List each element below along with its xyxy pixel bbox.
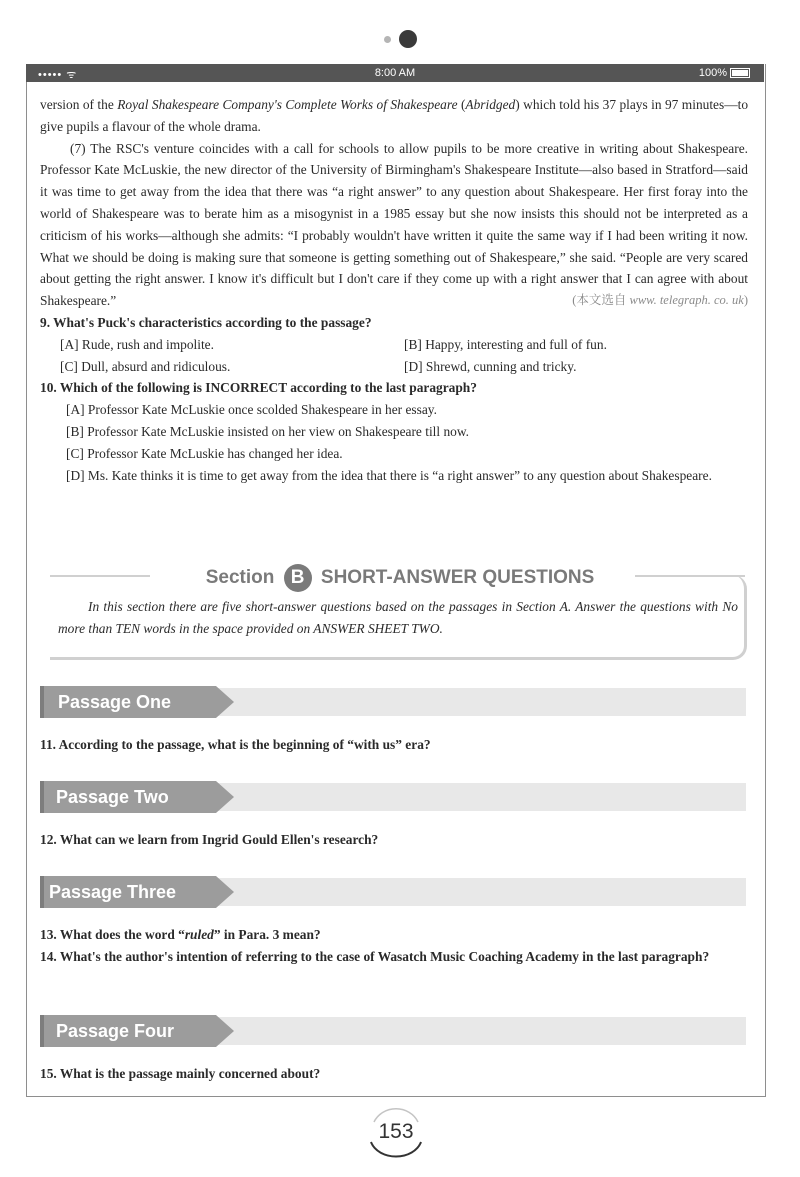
passage-label: Passage Three — [49, 882, 177, 902]
q9-options-row-1 — [40, 334, 748, 356]
question-14: 14. What's the author's intention of referring to the case of Wasatch Music Coaching Academy in the last paragraph? — [40, 949, 710, 964]
q9-option-a[interactable]: [A] Rude, rush and impolite. — [60, 336, 214, 352]
reading-passage — [40, 94, 748, 486]
banner-background — [200, 688, 746, 716]
question-10: 10. Which of the following is INCORRECT according to the last paragraph? — [40, 380, 477, 396]
q9-option-d[interactable]: [D] Shrewd, cunning and tricky. — [404, 358, 577, 374]
section-b-instructions: In this section there are five short-answer questions based on the passages in Section A. Answer the questions with No more than TEN words in the space provided on ANSWER SHEET TWO. — [58, 599, 738, 636]
passage-two-banner — [40, 779, 746, 813]
q10-option-c[interactable]: [C] Professor Kate McLuskie has changed her idea. — [66, 445, 343, 461]
battery-percent: 100% — [698, 67, 727, 79]
question-9: 9. What's Puck's characteristics according to the passage? — [40, 314, 372, 330]
battery-icon — [730, 68, 750, 78]
section-b-title: Section B SHORT-ANSWER QUESTIONS — [50, 564, 750, 592]
q10-option-d[interactable]: [D] Ms. Kate thinks it is time to get away from the idea that there is “a right answer” to any question about Shakespeare. — [66, 467, 712, 483]
passage-label: Passage Two — [56, 787, 169, 807]
passage-three-banner — [40, 874, 746, 908]
signal-indicator: ••••• ᯤ — [38, 69, 78, 81]
q10-option-a[interactable]: [A] Professor Kate McLuskie once scolded Shakespeare in her essay. — [66, 402, 437, 418]
section-b-header — [50, 560, 750, 660]
page-number: 153 — [368, 1108, 424, 1158]
passage-label: Passage Four — [56, 1021, 175, 1041]
q9-options-row-2 — [40, 356, 748, 378]
q9-option-c[interactable]: [C] Dull, absurd and ridiculous. — [60, 358, 231, 374]
q9-option-b[interactable]: [B] Happy, interesting and full of fun. — [404, 336, 607, 352]
passage-four-banner — [40, 1013, 746, 1047]
battery-status — [699, 67, 750, 79]
passage-one-banner — [40, 684, 746, 718]
paragraph-7: (7) The RSC's venture coincides with a call for schools to allow pupils to be more creative in writing about Shakespeare. Professor Kate McLuskie, the new director of the University of Birmingham's Shakespeare Institute—also based in Stratford—said it was time to get away from the idea that there was “a right answer” to any question about Shakespeare. Her first foray into the world of Shakespeare was to berate him as a misogynist in a 1985 essay but she now insists this should not be interpreted as a criticism of his works—although she admits: “I probably wouldn't have written it quite the same way if I had been writing it now. What we should be doing is making sure that someone is getting something out of Shakespeare,” she said. “People are very scared about getting the right answer. I know it's difficult but I don't care if they come up with a right answer that I can agree with about Shakespeare.” (本文选自 www. telegraph. co. uk) — [40, 138, 748, 312]
questions-13-14 — [40, 924, 748, 968]
banner-background — [200, 1017, 746, 1045]
page-dot-active[interactable] — [399, 30, 417, 48]
status-bar — [26, 64, 764, 82]
q10-option-b[interactable]: [B] Professor Kate McLuskie insisted on her view on Shakespeare till now. — [66, 423, 469, 439]
section-letter-badge: B — [284, 564, 312, 592]
status-time: 8:00 AM — [374, 67, 416, 79]
banner-background — [200, 783, 746, 811]
page-indicator — [0, 30, 800, 48]
passage-label: Passage One — [58, 692, 172, 712]
banner-background — [200, 878, 746, 906]
question-13: 13. What does the word “ruled” in Para. 3 mean? — [40, 927, 321, 942]
passage-continuation: version of the Royal Shakespeare Company's Complete Works of Shakespeare (Abridged) which told his 37 plays in 97 minutes—to give pupils a flavour of the whole drama. — [40, 97, 749, 134]
source-citation: (本文选自 www. telegraph. co. uk) — [572, 293, 748, 308]
page-dot-inactive[interactable] — [384, 36, 391, 43]
question-15: 15. What is the passage mainly concerned about? — [40, 1066, 321, 1081]
book-title: Royal Shakespeare Company's Complete Works of Shakespeare — [117, 97, 458, 112]
question-11: 11. According to the passage, what is the beginning of “with us” era? — [40, 737, 431, 752]
question-12: 12. What can we learn from Ingrid Gould Ellen's research? — [40, 832, 379, 847]
